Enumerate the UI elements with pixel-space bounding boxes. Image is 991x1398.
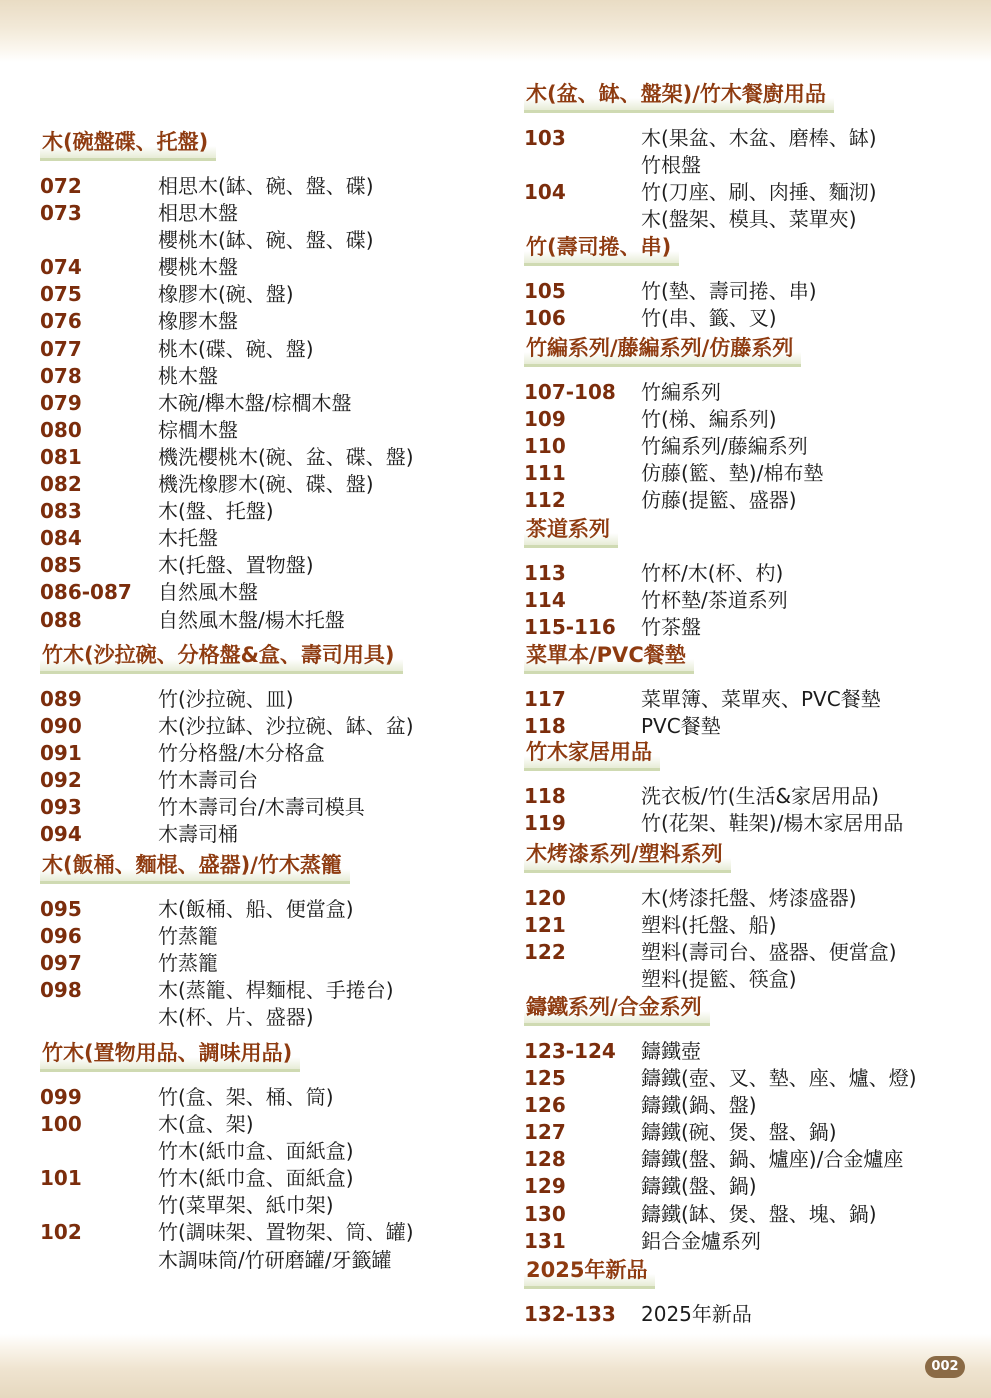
page-range: 089 xyxy=(40,687,82,711)
page-range: 111 xyxy=(524,461,566,486)
catalog-entry xyxy=(524,1092,984,1119)
catalog-entry xyxy=(524,1119,984,1146)
section-item-list xyxy=(524,885,984,993)
top-paper-band xyxy=(0,0,991,62)
catalog-entry xyxy=(40,579,500,606)
entry-description: 桃木(碟、碗、盤) xyxy=(158,336,314,361)
entry-description: 鋁合金爐系列 xyxy=(641,1228,761,1253)
page-range: 130 xyxy=(524,1201,566,1226)
page-range: 121 xyxy=(524,913,566,938)
catalog-entry xyxy=(524,1146,984,1173)
catalog-entry xyxy=(40,281,500,308)
catalog-section xyxy=(524,1256,984,1328)
catalog-entry xyxy=(524,810,984,837)
entry-description: 木(盤、托盤) xyxy=(158,499,274,524)
catalog-entry xyxy=(40,227,500,254)
page-number: 002 xyxy=(925,1356,965,1378)
section-item-list xyxy=(524,278,984,332)
page-range: 081 xyxy=(40,444,82,469)
page-range: 105 xyxy=(524,279,566,303)
catalog-entry xyxy=(40,471,500,498)
page-range: 122 xyxy=(524,940,566,965)
section-item-list xyxy=(524,1038,984,1255)
entry-description: 鑄鐵(盤、鍋、爐座)/合金爐座 xyxy=(641,1147,904,1172)
catalog-section xyxy=(40,851,500,1031)
catalog-entry xyxy=(40,552,500,579)
entry-description: 塑料(壽司台、盛器、便當盒) xyxy=(641,940,897,965)
page-range: 084 xyxy=(40,526,82,551)
catalog-entry xyxy=(524,278,984,305)
section-item-list xyxy=(524,686,984,740)
entry-description: 竹蒸籠 xyxy=(158,951,218,976)
entry-description: 木托盤 xyxy=(158,526,218,551)
catalog-entry xyxy=(40,767,500,794)
page-range: 094 xyxy=(40,822,82,847)
entry-description: 機洗櫻桃木(碗、盆、碟、盤) xyxy=(158,444,414,469)
page-range: 095 xyxy=(40,897,82,921)
catalog-entry xyxy=(40,417,500,444)
entry-description: 櫻桃木盤 xyxy=(158,255,238,280)
page-range: 125 xyxy=(524,1066,566,1091)
catalog-entry xyxy=(40,1111,500,1138)
catalog-entry xyxy=(40,525,500,552)
entry-description: 木碗/櫸木盤/棕櫚木盤 xyxy=(158,390,352,415)
entry-description: 竹木(紙巾盒、面紙盒) xyxy=(158,1166,354,1191)
page-range: 074 xyxy=(40,255,82,280)
catalog-section xyxy=(524,738,984,837)
section-item-list xyxy=(524,125,984,233)
entry-description: 木(托盤、置物盤) xyxy=(158,553,314,578)
entry-description: 木(果盆、木盆、磨棒、缽) xyxy=(641,126,877,150)
section-heading: 竹木(置物用品、調味用品) xyxy=(40,1039,300,1072)
page-range: 090 xyxy=(40,714,82,739)
entry-description: 竹分格盤/木分格盒 xyxy=(158,741,325,766)
page-range: 100 xyxy=(40,1112,82,1137)
entry-description: 洗衣板/竹(生活&家居用品) xyxy=(641,784,879,808)
bottom-paper-band xyxy=(0,1334,991,1398)
entry-description: 竹根盤 xyxy=(641,153,701,178)
page-range: 119 xyxy=(524,811,566,836)
page-range: 120 xyxy=(524,886,566,910)
entry-description: 竹(盒、架、桶、筒) xyxy=(158,1085,334,1109)
page-range: 104 xyxy=(524,180,566,205)
page-range: 110 xyxy=(524,434,566,459)
entry-description: 桃木盤 xyxy=(158,363,218,388)
catalog-entry xyxy=(40,1247,500,1274)
section-item-list xyxy=(524,1301,984,1328)
entry-description: 竹(沙拉碗、皿) xyxy=(158,687,294,711)
section-item-list xyxy=(40,896,500,1031)
page-range: 103 xyxy=(524,126,566,150)
catalog-entry xyxy=(40,390,500,417)
catalog-entry xyxy=(40,444,500,471)
catalog-entry xyxy=(524,1301,984,1328)
page-range: 106 xyxy=(524,306,566,331)
catalog-entry xyxy=(40,713,500,740)
catalog-entry xyxy=(524,966,984,993)
entry-description: 木(飯桶、船、便當盒) xyxy=(158,897,354,921)
catalog-entry xyxy=(524,487,984,514)
page-range: 112 xyxy=(524,488,566,513)
catalog-section xyxy=(40,128,500,634)
section-heading: 木(盆、缽、盤架)/竹木餐廚用品 xyxy=(524,80,834,113)
entry-description: 2025年新品 xyxy=(641,1302,752,1326)
catalog-entry xyxy=(524,433,984,460)
entry-description: 橡膠木(碗、盤) xyxy=(158,282,294,307)
entry-description: 竹(菜單架、紙巾架) xyxy=(158,1193,334,1218)
entry-description: 竹(刀座、刷、肉捶、麵沏) xyxy=(641,180,877,205)
catalog-entry xyxy=(524,152,984,179)
entry-description: 竹木壽司台/木壽司模具 xyxy=(158,795,365,820)
page-range: 102 xyxy=(40,1220,82,1245)
entry-description: 相思木盤 xyxy=(158,201,238,226)
entry-description: 竹木壽司台 xyxy=(158,768,258,793)
catalog-entry xyxy=(524,206,984,233)
entry-description: 竹編系列/藤編系列 xyxy=(641,434,808,459)
page-range: 113 xyxy=(524,561,566,585)
page-range: 099 xyxy=(40,1085,82,1109)
section-item-list xyxy=(40,173,500,634)
section-heading: 鑄鐵系列/合金系列 xyxy=(524,993,710,1026)
catalog-entry xyxy=(40,308,500,335)
page-range: 097 xyxy=(40,951,82,976)
section-item-list xyxy=(524,560,984,641)
catalog-entry xyxy=(524,125,984,152)
entry-description: 竹木(紙巾盒、面紙盒) xyxy=(158,1139,354,1164)
entry-description: 木(蒸籠、桿麵棍、手捲台) xyxy=(158,978,394,1003)
catalog-entry xyxy=(40,977,500,1004)
entry-description: 竹(梯、編系列) xyxy=(641,407,777,432)
catalog-entry xyxy=(524,406,984,433)
page-range: 072 xyxy=(40,174,82,198)
entry-description: 竹杯/木(杯、杓) xyxy=(641,561,784,585)
catalog-entry xyxy=(524,686,984,713)
catalog-entry xyxy=(524,614,984,641)
catalog-entry xyxy=(40,896,500,923)
entry-description: 木(杯、片、盛器) xyxy=(158,1005,314,1030)
catalog-entry xyxy=(524,1038,984,1065)
entry-description: 鑄鐵(壺、叉、墊、座、爐、燈) xyxy=(641,1066,917,1091)
entry-description: 竹杯墊/茶道系列 xyxy=(641,588,788,613)
section-item-list xyxy=(524,379,984,514)
page-range: 128 xyxy=(524,1147,566,1172)
section-heading: 竹(壽司捲、串) xyxy=(524,233,679,266)
page-range: 073 xyxy=(40,201,82,226)
entry-description: 自然風木盤 xyxy=(158,580,258,605)
section-heading: 木(飯桶、麵棍、盛器)/竹木蒸籠 xyxy=(40,851,350,884)
catalog-entry xyxy=(40,794,500,821)
catalog-entry xyxy=(524,1228,984,1255)
catalog-entry xyxy=(524,560,984,587)
catalog-entry xyxy=(40,1165,500,1192)
catalog-entry xyxy=(40,923,500,950)
catalog-entry xyxy=(524,1065,984,1092)
catalog-entry xyxy=(40,1138,500,1165)
catalog-entry xyxy=(40,200,500,227)
catalog-section xyxy=(40,641,500,849)
catalog-section xyxy=(40,1039,500,1274)
section-heading: 2025年新品 xyxy=(524,1256,655,1289)
entry-description: 竹茶盤 xyxy=(641,615,701,640)
page-range: 117 xyxy=(524,687,566,711)
section-item-list xyxy=(40,686,500,849)
catalog-entry xyxy=(40,1084,500,1111)
page-range: 088 xyxy=(40,607,82,632)
section-item-list xyxy=(40,1084,500,1274)
entry-description: 仿藤(籃、墊)/棉布墊 xyxy=(641,461,824,486)
page-range: 076 xyxy=(40,309,82,334)
page-range: 079 xyxy=(40,390,82,415)
entry-description: 鑄鐵壺 xyxy=(641,1039,701,1063)
page-range: 123-124 xyxy=(524,1039,616,1063)
entry-description: 鑄鐵(鍋、盤) xyxy=(641,1093,757,1118)
catalog-entry xyxy=(524,912,984,939)
page-range: 098 xyxy=(40,978,82,1003)
entry-description: 鑄鐵(缽、煲、盤、塊、鍋) xyxy=(641,1201,877,1226)
catalog-section xyxy=(524,80,984,233)
catalog-entry xyxy=(40,607,500,634)
catalog-entry xyxy=(40,1192,500,1219)
entry-description: PVC餐墊 xyxy=(641,714,721,739)
catalog-entry xyxy=(524,587,984,614)
section-heading: 茶道系列 xyxy=(524,515,618,548)
entry-description: 櫻桃木(缽、碗、盤、碟) xyxy=(158,228,374,253)
catalog-entry xyxy=(524,885,984,912)
catalog-entry xyxy=(524,305,984,332)
entry-description: 竹(墊、壽司捲、串) xyxy=(641,279,817,303)
catalog-entry xyxy=(524,460,984,487)
entry-description: 竹(調味架、置物架、筒、罐) xyxy=(158,1220,414,1245)
catalog-entry xyxy=(524,713,984,740)
page-range: 118 xyxy=(524,714,566,739)
entry-description: 機洗橡膠木(碗、碟、盤) xyxy=(158,472,374,497)
entry-description: 竹(花架、鞋架)/楊木家居用品 xyxy=(641,811,904,836)
entry-description: 竹(串、籤、叉) xyxy=(641,306,777,331)
entry-description: 棕櫚木盤 xyxy=(158,417,238,442)
page-range: 075 xyxy=(40,282,82,307)
page-range: 082 xyxy=(40,472,82,497)
entry-description: 仿藤(提籃、盛器) xyxy=(641,488,797,513)
page-range: 127 xyxy=(524,1120,566,1145)
catalog-entry xyxy=(40,363,500,390)
entry-description: 木(盤架、模具、菜單夾) xyxy=(641,207,857,232)
catalog-section xyxy=(524,840,984,993)
catalog-entry xyxy=(524,939,984,966)
entry-description: 木(烤漆托盤、烤漆盛器) xyxy=(641,886,857,910)
entry-description: 竹蒸籠 xyxy=(158,924,218,949)
page-range: 107-108 xyxy=(524,380,616,404)
page-range: 078 xyxy=(40,363,82,388)
section-heading: 竹編系列/藤編系列/仿藤系列 xyxy=(524,334,801,367)
section-heading: 木烤漆系列/塑料系列 xyxy=(524,840,731,873)
catalog-entry xyxy=(40,498,500,525)
catalog-section xyxy=(524,641,984,740)
entry-description: 相思木(缽、碗、盤、碟) xyxy=(158,174,374,198)
entry-description: 木調味筒/竹研磨罐/牙籤罐 xyxy=(158,1247,392,1272)
entry-description: 竹編系列 xyxy=(641,380,721,404)
catalog-entry xyxy=(40,821,500,848)
page-range: 131 xyxy=(524,1228,566,1253)
catalog-entry xyxy=(524,1201,984,1228)
catalog-entry xyxy=(524,179,984,206)
page-range: 085 xyxy=(40,553,82,578)
section-heading: 菜單本/PVC餐墊 xyxy=(524,641,694,674)
entry-description: 木壽司桶 xyxy=(158,822,238,847)
section-heading: 竹木(沙拉碗、分格盤&盒、壽司用具) xyxy=(40,641,403,674)
section-heading: 竹木家居用品 xyxy=(524,738,660,771)
catalog-section xyxy=(524,233,984,332)
catalog-section xyxy=(524,515,984,641)
entry-description: 鑄鐵(盤、鍋) xyxy=(641,1174,757,1199)
catalog-entry xyxy=(524,1173,984,1200)
catalog-entry xyxy=(40,336,500,363)
page-range: 077 xyxy=(40,336,82,361)
section-heading: 木(碗盤碟、托盤) xyxy=(40,128,216,161)
catalog-entry xyxy=(40,173,500,200)
page-range: 080 xyxy=(40,417,82,442)
entry-description: 塑料(提籃、筷盒) xyxy=(641,967,797,992)
entry-description: 菜單簿、菜單夾、PVC餐墊 xyxy=(641,687,881,711)
catalog-entry xyxy=(524,379,984,406)
page-range: 091 xyxy=(40,741,82,766)
catalog-entry xyxy=(40,950,500,977)
entry-description: 木(沙拉缽、沙拉碗、缽、盆) xyxy=(158,714,414,739)
catalog-section xyxy=(524,993,984,1255)
catalog-entry xyxy=(40,1004,500,1031)
entry-description: 木(盒、架) xyxy=(158,1112,254,1137)
section-item-list xyxy=(524,783,984,837)
page-range: 083 xyxy=(40,499,82,524)
catalog-entry xyxy=(40,1219,500,1246)
page-range: 109 xyxy=(524,407,566,432)
page-range: 132-133 xyxy=(524,1302,616,1326)
page-range: 118 xyxy=(524,784,566,808)
page-range: 115-116 xyxy=(524,615,616,640)
entry-description: 塑料(托盤、船) xyxy=(641,913,777,938)
page-range: 093 xyxy=(40,795,82,820)
catalog-entry xyxy=(40,740,500,767)
catalog-entry xyxy=(40,254,500,281)
page-range: 101 xyxy=(40,1166,82,1191)
entry-description: 自然風木盤/楊木托盤 xyxy=(158,607,345,632)
page-range: 129 xyxy=(524,1174,566,1199)
page-range: 114 xyxy=(524,588,566,613)
page-range: 092 xyxy=(40,768,82,793)
entry-description: 鑄鐵(碗、煲、盤、鍋) xyxy=(641,1120,837,1145)
page-range: 126 xyxy=(524,1093,566,1118)
catalog-section xyxy=(524,334,984,514)
page-range: 086-087 xyxy=(40,580,132,605)
catalog-entry xyxy=(524,783,984,810)
page-range: 096 xyxy=(40,924,82,949)
catalog-entry xyxy=(40,686,500,713)
entry-description: 橡膠木盤 xyxy=(158,309,238,334)
